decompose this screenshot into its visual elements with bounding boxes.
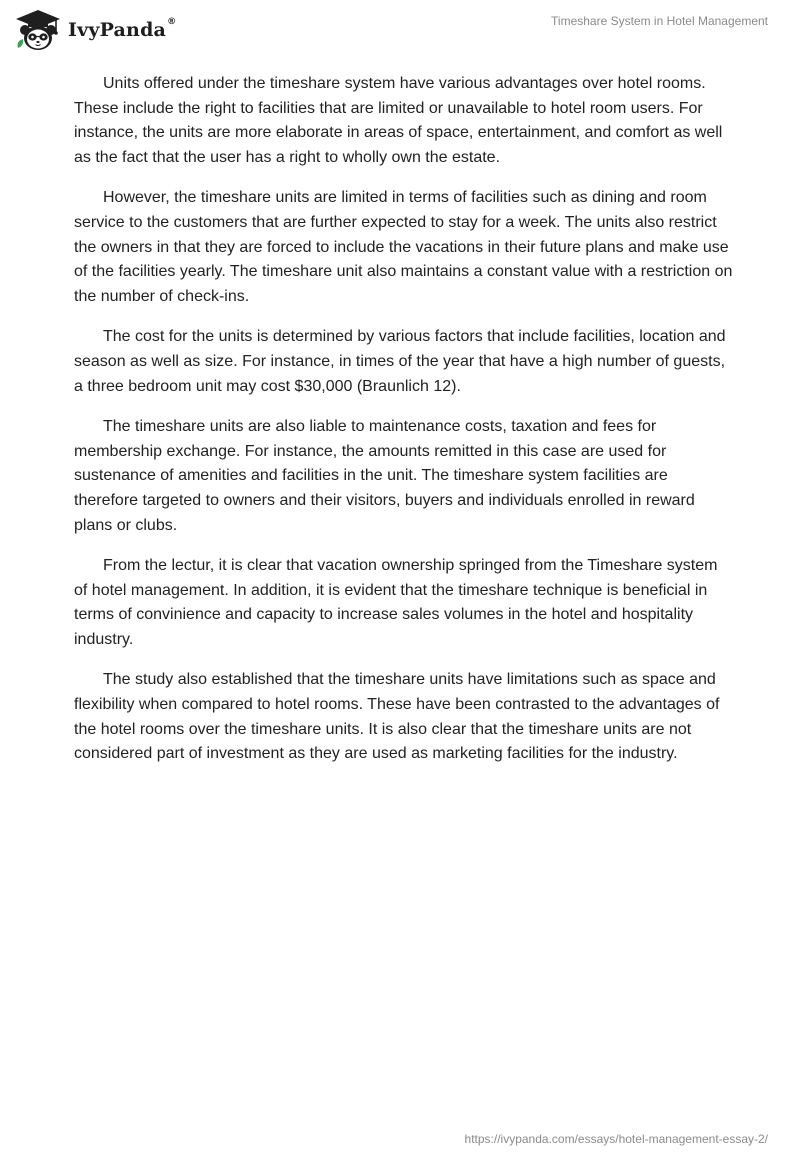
paragraph: Units offered under the timeshare system have various advantages over hotel rooms. These include the right to facilities that are limited or unavailable to hotel room users. For instance, the units are more elaborate in areas of space, entertainment, and comfort as well as the fact that the user has a right to wholly own the estate.	[74, 75, 723, 166]
paragraph: From the lectur, it is clear that vacation ownership springed from the Timeshare system of hotel management. In addition, it is evident that the timeshare technique is beneficial in terms of convinience and capacity to increase sales volumes in the hotel and hospitality industry.	[74, 557, 718, 648]
paragraph: However, the timeshare units are limited in terms of facilities such as dining and room service to the customers that are further expected to stay for a week. The units also restrict the owners in that they are forced to include the vacations in their future plans and make use of the facilities yearly. The timeshare unit also maintains a constant value with a restriction on the number of check-ins.	[74, 189, 733, 305]
paragraph: The study also established that the timeshare units have limitations such as space and flexibility when compared to hotel rooms. These have been contrasted to the advantages of the hotel rooms over the timeshare units. It is also clear that the timeshare units are not considered part of investment as they are used as marketing facilities for the industry.	[74, 671, 720, 763]
ivypanda-logo[interactable]	[14, 8, 176, 52]
source-url[interactable]: https://ivypanda.com/essays/hotel-management-essay-2/	[464, 1132, 768, 1146]
page-header	[0, 0, 800, 60]
paragraph: The cost for the units is determined by various factors that include facilities, location and season as well as size. For instance, in times of the year that have a high number of guests, a three bedroom unit may cost $30,000 (Braunlich 12).	[74, 328, 726, 395]
essay-body	[74, 72, 734, 783]
paragraph: The timeshare units are also liable to maintenance costs, taxation and fees for membership exchange. For instance, the amounts remitted in this case are used for sustenance of amenities and facilities in the unit. The timeshare system facilities are therefore targeted to owners and their visitors, buyers and individuals enrolled in reward plans or clubs.	[74, 418, 695, 534]
panda-graduate-icon	[14, 8, 62, 52]
document-title: Timeshare System in Hotel Management	[551, 14, 768, 28]
logo-wordmark: IvyPanda®	[68, 17, 177, 41]
